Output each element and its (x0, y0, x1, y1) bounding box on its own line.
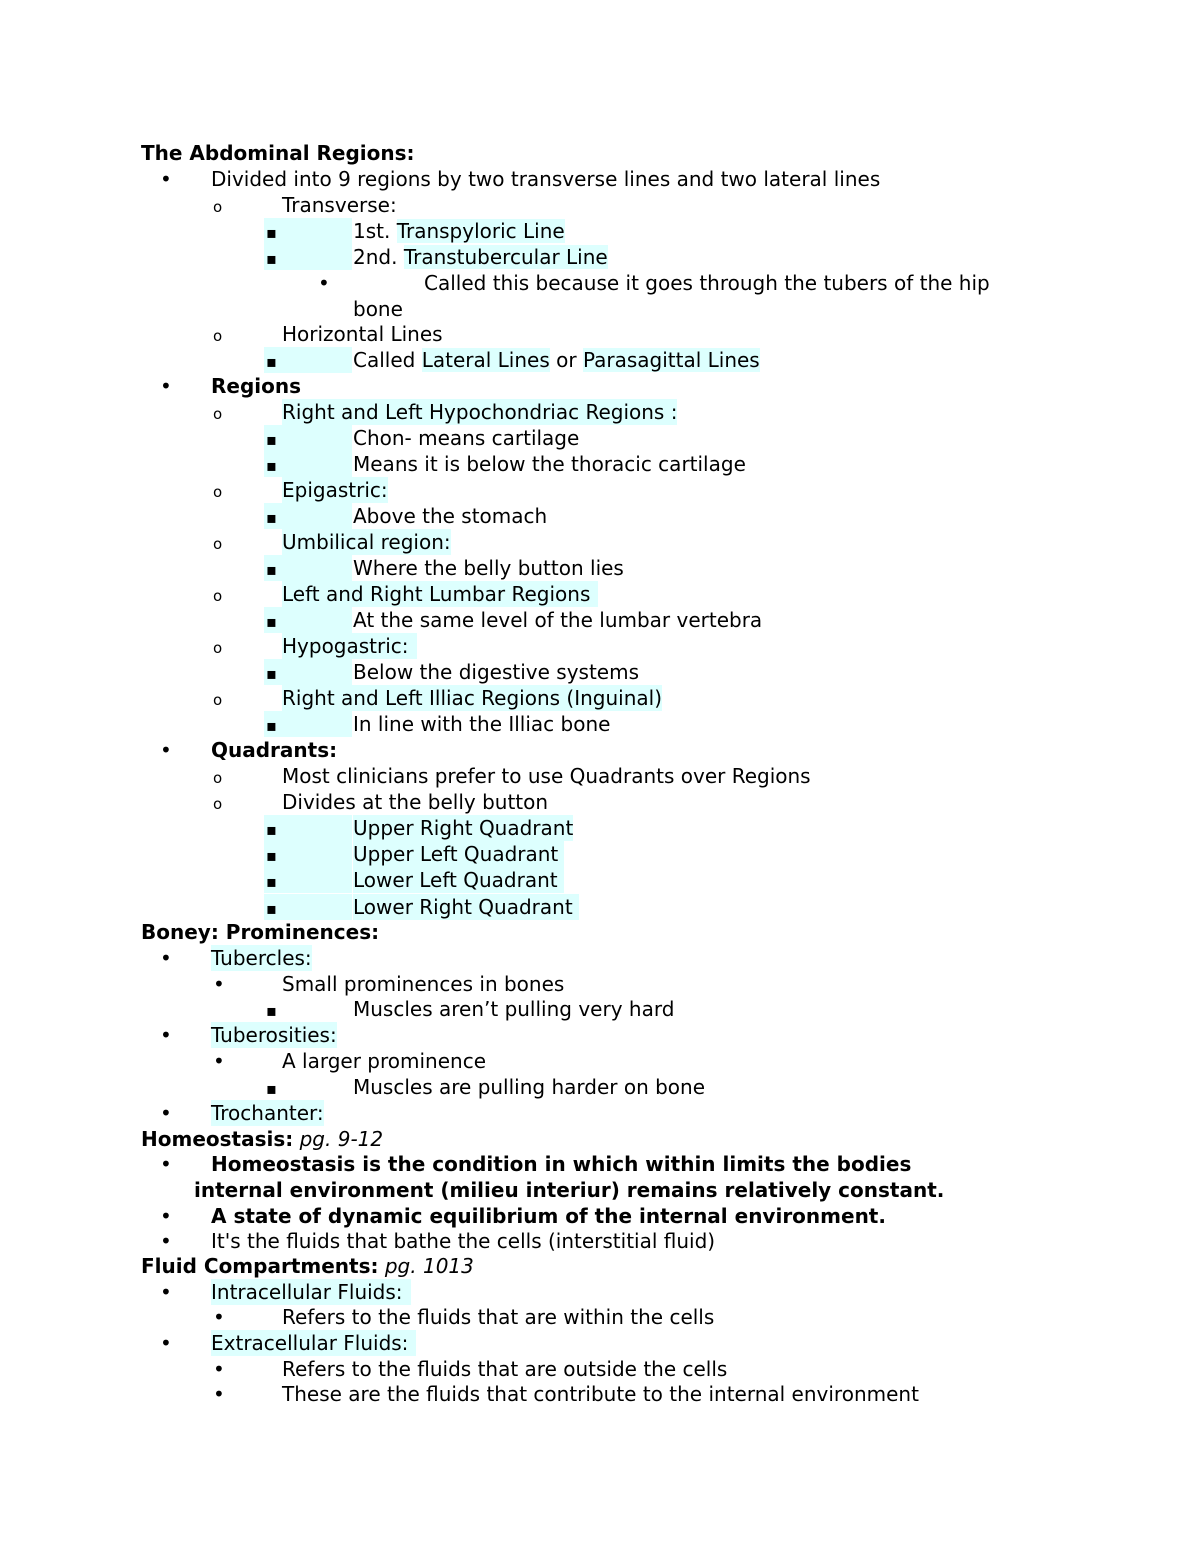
bullet-square-icon (266, 711, 277, 737)
bullet-square-icon (266, 1074, 277, 1100)
item-text: or (549, 348, 583, 372)
bullet-disc-icon (213, 1356, 225, 1382)
highlight-bar (264, 841, 352, 867)
bullet-square-icon (266, 841, 277, 867)
item-text: Horizontal Lines (282, 322, 443, 346)
bullet-square-icon (266, 815, 277, 841)
bullet-circle-icon (213, 763, 222, 789)
heading-text: The Abdominal Regions: (141, 141, 415, 165)
item-text: It's the fluids that bathe the cells (interstitial fluid) (211, 1229, 716, 1253)
quadrant-item: Upper Right Quadrant (353, 816, 574, 840)
highlight-bar (264, 894, 352, 920)
highlight-bar (264, 218, 352, 244)
bullet-square-icon (266, 425, 277, 451)
bullet-disc-icon (213, 1304, 225, 1330)
highlighted-term: Tuberosities: (211, 1023, 337, 1047)
highlighted-term: Trochanter: (211, 1101, 324, 1125)
highlight-bar (264, 659, 352, 685)
bullet-disc-icon (213, 971, 225, 997)
bullet-square-icon (266, 996, 277, 1022)
highlight-bar (264, 555, 352, 581)
highlight-bar (264, 244, 352, 270)
heading-text: Boney: Prominences: (141, 920, 380, 944)
item-text: These are the fluids that contribute to the internal environment (282, 1382, 919, 1406)
item-text: Where the belly button lies (353, 556, 624, 580)
heading-text: Homeostasis: (141, 1127, 294, 1151)
item-text: Called this because it goes through the tubers of the hip (424, 271, 990, 295)
bullet-circle-icon (213, 192, 222, 218)
bullet-disc-icon (213, 1048, 225, 1074)
item-text: bone (353, 297, 403, 321)
quadrant-item: Lower Right Quadrant (353, 894, 579, 920)
highlighted-term: Epigastric: (282, 478, 388, 502)
item-text: Below the digestive systems (353, 660, 640, 684)
bullet-square-icon (266, 244, 277, 270)
item-text: In line with the Illiac bone (353, 712, 611, 736)
highlighted-term: Umbilical region: (282, 530, 451, 554)
bullet-circle-icon (213, 477, 222, 503)
highlighted-term: Intracellular Fluids: (211, 1279, 411, 1305)
highlighted-term: Parasagittal Lines (582, 348, 760, 372)
highlight-bar (264, 815, 352, 841)
item-text: Chon- means cartilage (353, 426, 580, 450)
highlighted-term: Right and Left Illiac Regions (Inguinal) (282, 686, 663, 710)
highlighted-term: Transtubercular Line (403, 245, 608, 269)
highlight-bar (264, 503, 352, 529)
item-text: A state of dynamic equilibrium of the internal environment. (211, 1204, 886, 1228)
quadrant-item: Upper Left Quadrant (353, 841, 564, 867)
bullet-square-icon (266, 503, 277, 529)
bullet-circle-icon (213, 789, 222, 815)
item-text: Homeostasis is the condition in which within limits the bodies (211, 1152, 912, 1176)
subheading-text: Quadrants: (211, 738, 338, 762)
quadrant-item: Lower Left Quadrant (353, 867, 564, 893)
bullet-circle-icon (213, 685, 222, 711)
bullet-disc-icon (160, 945, 172, 971)
bullet-circle-icon (213, 399, 222, 425)
highlighted-term: Hypogastric: (282, 633, 417, 659)
heading-text: Fluid Compartments: (141, 1254, 379, 1278)
bullet-square-icon (266, 555, 277, 581)
item-text: 1st. (353, 219, 397, 243)
bullet-disc-icon (160, 1100, 172, 1126)
highlighted-term: Left and Right Lumbar Regions (282, 581, 598, 607)
item-text: Refers to the fluids that are outside the cells (282, 1357, 728, 1381)
item-text: Most clinicians prefer to use Quadrants over Regions (282, 764, 811, 788)
item-text: Divided into 9 regions by two transverse lines and two lateral lines (211, 167, 881, 191)
bullet-disc-icon (160, 1228, 172, 1254)
highlighted-term: Tubercles: (211, 946, 312, 970)
highlight-bar (264, 607, 352, 633)
item-text: Means it is below the thoracic cartilage (353, 452, 746, 476)
item-text: Muscles are pulling harder on bone (353, 1075, 706, 1099)
page-reference: pg. 1013 (384, 1254, 474, 1278)
subheading-text: Regions (211, 374, 302, 398)
bullet-square-icon (266, 607, 277, 633)
item-text: Refers to the fluids that are within the cells (282, 1305, 715, 1329)
item-text: Called (353, 348, 422, 372)
bullet-disc-icon (318, 270, 330, 296)
bullet-disc-icon (160, 1151, 172, 1177)
item-text: A larger prominence (282, 1049, 487, 1073)
bullet-circle-icon (213, 529, 222, 555)
bullet-disc-icon (160, 1022, 172, 1048)
bullet-circle-icon (213, 633, 222, 659)
highlighted-term: Right and Left Hypochondriac Regions : (282, 400, 678, 424)
highlight-bar (264, 451, 352, 477)
bullet-square-icon (266, 894, 277, 920)
bullet-square-icon (266, 347, 277, 373)
bullet-disc-icon (160, 1330, 172, 1356)
item-text: Transverse: (282, 193, 397, 217)
highlighted-term: Extracellular Fluids: (211, 1330, 416, 1356)
bullet-disc-icon (160, 1203, 172, 1229)
bullet-square-icon (266, 659, 277, 685)
item-text: Small prominences in bones (282, 972, 565, 996)
item-text: internal environment (milieu interiur) remains relatively constant. (194, 1178, 945, 1202)
item-text: Divides at the belly button (282, 790, 549, 814)
highlighted-term: Transpyloric Line (396, 219, 565, 243)
bullet-disc-icon (160, 373, 172, 399)
bullet-disc-icon (213, 1381, 225, 1407)
bullet-circle-icon (213, 581, 222, 607)
highlight-bar (264, 347, 352, 373)
bullet-disc-icon (160, 737, 172, 763)
highlight-bar (264, 425, 352, 451)
bullet-circle-icon (213, 321, 222, 347)
bullet-square-icon (266, 451, 277, 477)
highlighted-term: Lateral Lines (421, 348, 550, 372)
highlight-bar (264, 867, 352, 893)
bullet-disc-icon (160, 1279, 172, 1305)
highlight-bar (264, 711, 352, 737)
item-text: 2nd. (353, 245, 404, 269)
item-text: Above the stomach (353, 504, 548, 528)
bullet-square-icon (266, 218, 277, 244)
item-text: At the same level of the lumbar vertebra (353, 608, 763, 632)
bullet-disc-icon (160, 166, 172, 192)
bullet-square-icon (266, 867, 277, 893)
page-reference: pg. 9-12 (299, 1127, 384, 1151)
item-text: Muscles aren’t pulling very hard (353, 997, 675, 1021)
